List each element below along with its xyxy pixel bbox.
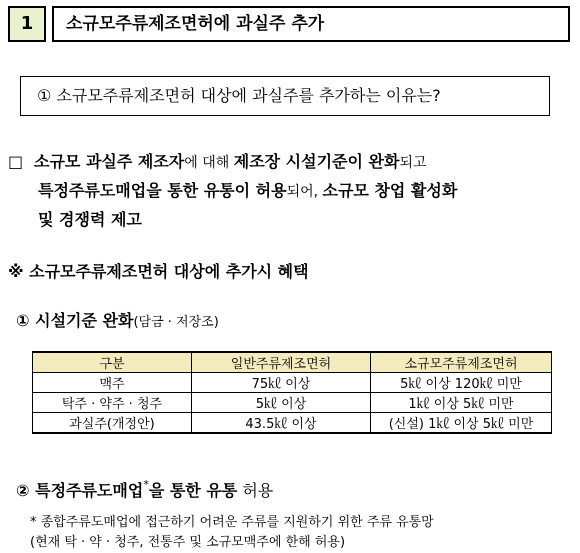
table-row	[33, 373, 552, 393]
table-cell: 5㎘ 이상	[192, 393, 371, 413]
facility-standard-table	[32, 351, 552, 434]
reason-text-5: 특정주류도매업을 통한 유통이 허용	[38, 181, 287, 200]
benefit-item-1	[16, 308, 219, 331]
reason-paragraph	[8, 148, 570, 234]
table-cell: 탁주 · 약주 · 청주	[33, 393, 192, 413]
benefits-heading: ※ 소규모주류제조면허 대상에 추가시 혜택	[8, 262, 309, 281]
reason-line-2	[8, 177, 570, 206]
section-number: 1	[8, 6, 46, 42]
reason-line-3: 및 경쟁력 제고	[38, 210, 142, 229]
table-header-row	[33, 352, 552, 373]
benefit-item-2-label: ② 특정주류도매업	[16, 481, 144, 500]
section-header	[8, 6, 570, 42]
section-title: 소규모주류제조면허에 과실주 추가	[52, 6, 570, 42]
reason-text-2: 에 대해	[184, 155, 234, 171]
benefit-item-2-label-cont: 을 통한 유통	[148, 481, 238, 500]
reason-line-1	[8, 148, 570, 177]
table-header: 소규모주류제조면허	[371, 352, 552, 373]
benefit-item-2-suffix: 허용	[237, 481, 274, 500]
footnote-marker: *	[143, 478, 149, 491]
table-cell: 43.5㎘ 이상	[192, 413, 371, 434]
reason-text-3: 제조장 시설기준이 완화	[233, 152, 400, 171]
table-header: 일반주류제조면허	[192, 352, 371, 373]
table-header: 구분	[33, 352, 192, 373]
question-box: ① 소규모주류제조면허 대상에 과실주를 추가하는 이유는?	[20, 76, 550, 116]
table-cell: 맥주	[33, 373, 192, 393]
table-cell: 과실주(개정안)	[33, 413, 192, 434]
table-cell: 1㎘ 이상 5㎘ 미만	[371, 393, 552, 413]
table-row	[33, 393, 552, 413]
table-cell: 5㎘ 이상 120㎘ 미만	[371, 373, 552, 393]
reason-text-6: 되어,	[286, 184, 323, 200]
square-bullet-icon: □	[8, 152, 24, 171]
reason-text-1: 소규모 과실주 제조자	[34, 152, 185, 171]
benefit-item-1-label: ① 시설기준 완화	[16, 311, 134, 330]
benefit-item-2	[16, 478, 273, 501]
footnote-line-2: (현재 탁 · 약 · 청주, 전통주 및 소규모맥주에 한해 허용)	[30, 535, 346, 550]
reason-text-7: 소규모 창업 활성화	[322, 181, 458, 200]
footnote-line-1: * 종합주류도매업에 접근하기 어려운 주류를 지원하기 위한 주류 유통망	[30, 515, 434, 530]
benefit-item-1-paren: (담금 · 저장조)	[133, 315, 219, 330]
footnote	[30, 513, 434, 553]
reason-text-4: 되고	[399, 155, 427, 171]
table-cell: (신설) 1㎘ 이상 5㎘ 미만	[371, 413, 552, 434]
table-cell: 75㎘ 이상	[192, 373, 371, 393]
table-row	[33, 413, 552, 434]
